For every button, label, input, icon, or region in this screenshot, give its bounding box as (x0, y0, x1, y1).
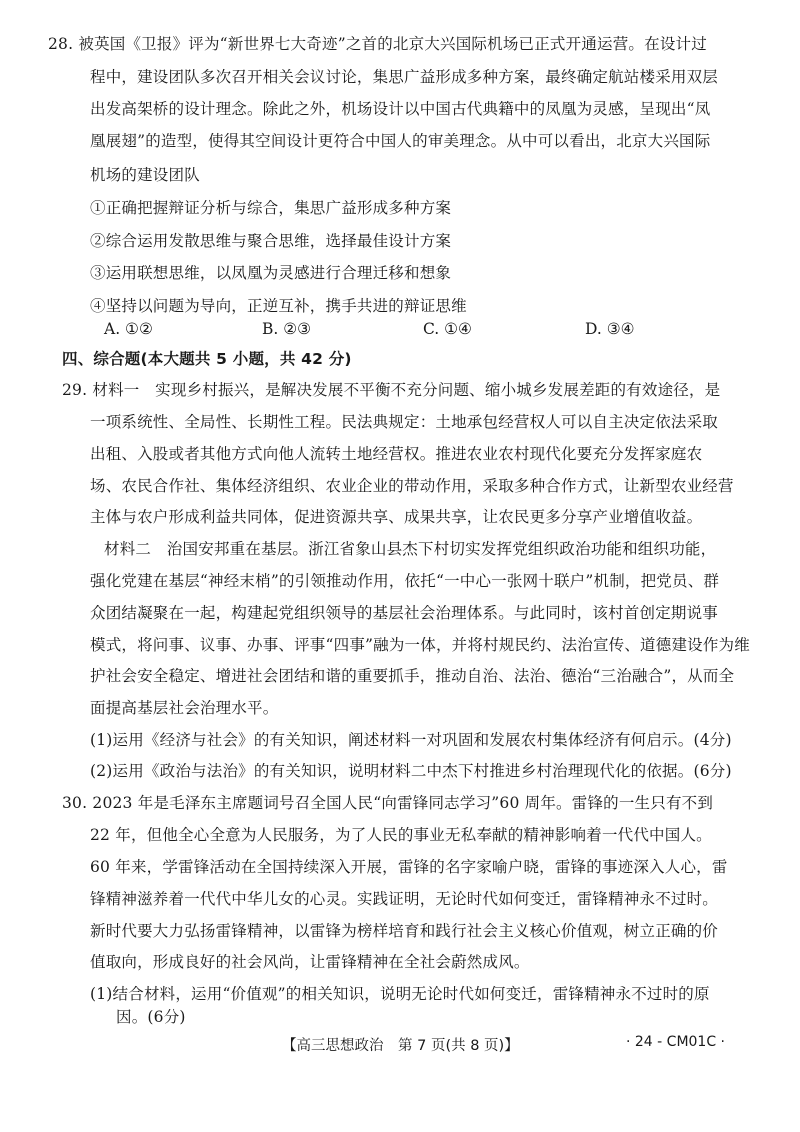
q28-option-1: ①正确把握辩证分析与综合，集思广益形成多种方案 (90, 199, 452, 217)
q28-line-5: 机场的建设团队 (90, 166, 200, 184)
q29-line-3: 出租、入股或者其他方式向他人流转土地经营权。推进农业农村现代化要充分发挥家庭农 (90, 445, 703, 463)
page-footer-label: 【高三思想政治 第 7 页(共 8 页)】 (282, 1038, 519, 1054)
q29-line-1: 29. 材料一 实现乡村振兴，是解决发展不平衡不充分问题、缩小城乡发展差距的有效途径，是 (62, 381, 721, 399)
q28-line-3: 出发高架桥的设计理念。除此之外，机场设计以中国古代典籍中的凤凰为灵感，呈现出“凤 (90, 100, 711, 118)
q28-choice-a: A. ①② (104, 320, 153, 338)
q28-option-4: ④坚持以问题为导向，正逆互补，携手共进的辩证思维 (90, 297, 467, 315)
section-4-title: 四、综合题(本大题共 5 小题，共 42 分) (62, 350, 352, 368)
q28-line-1: 28. 被英国《卫报》评为“新世界七大奇迹”之首的北京大兴国际机场已正式开通运营。在设计过 (48, 35, 707, 53)
q30-line-3: 60 年来，学雷锋活动在全国持续深入开展，雷锋的名字家喻户晓，雷锋的事迹深入人心，雷 (90, 858, 728, 876)
q29-line-5: 主体与农户形成利益共同体，促进资源共享、成果共享，让农民更多分享产业增值收益。 (90, 508, 703, 526)
q28-option-3: ③运用联想思维，以凤凰为灵感进行合理迁移和想象 (90, 264, 452, 282)
q28-choice-d: D. ③④ (585, 320, 635, 338)
q29-line-7: 强化党建在基层“神经末梢”的引领推动作用，依托“一中心一张网十联户”机制，把党员、群 (90, 572, 720, 590)
q30-line-4: 锋精神滋养着一代代中华儿女的心灵。实践证明，无论时代如何变迁，雷锋精神永不过时。 (90, 890, 719, 908)
q29-line-8: 众团结凝聚在一起，构建起党组织领导的基层社会治理体系。与此同时，该村首创定期说事 (90, 604, 719, 622)
q28-line-4: 凰展翅”的造型，使得其空间设计更符合中国人的审美理念。从中可以看出，北京大兴国际 (90, 132, 711, 150)
q29-line-6: 材料二 治国安邦重在基层。浙江省象山县杰下村切实发挥党组织政治功能和组织功能， (104, 540, 717, 558)
q29-line-2: 一项系统性、全局性、长期性工程。民法典规定：土地承包经营权人可以自主决定依法采取 (90, 413, 719, 431)
q29-line-10: 护社会安全稳定、增进社会团结和谐的重要抓手，推动自治、法治、德治“三治融合”，从而全 (90, 667, 735, 685)
q30-line-1: 30. 2023 年是毛泽东主席题词号召全国人民“向雷锋同志学习”60 周年。雷锋的一生只有不到 (62, 794, 714, 812)
q29-line-9: 模式，将问事、议事、办事、评事“四事”融为一体，并将村规民约、法治宣传、道德建设作为维 (90, 636, 750, 654)
q29-subquestion-1: (1)运用《经济与社会》的有关知识，阐述材料一对巩固和发展农村集体经济有何启示。(4分) (90, 731, 732, 749)
q28-option-2: ②综合运用发散思维与聚合思维，选择最佳设计方案 (90, 232, 452, 250)
q28-line-2: 程中，建设团队多次召开相关会议讨论，集思广益形成多种方案，最终确定航站楼采用双层 (90, 68, 719, 86)
q30-line-6: 值取向，形成良好的社会风尚，让雷锋精神在全社会蔚然成风。 (90, 953, 530, 971)
q29-subquestion-2: (2)运用《政治与法治》的有关知识，说明材料二中杰下村推进乡村治理现代化的依据。(6分) (90, 762, 732, 780)
q30-subquestion-1-cont: 因。(6分) (116, 1008, 186, 1026)
q29-line-4: 场、农民合作社、集体经济组织、农业企业的带动作用，采取多种合作方式，让新型农业经营 (90, 477, 734, 495)
page-footer-code: · 24 - CM01C · (626, 1034, 726, 1050)
q30-line-5: 新时代要大力弘扬雷锋精神，以雷锋为榜样培育和践行社会主义核心价值观，树立正确的价 (90, 922, 719, 940)
q29-line-11: 面提高基层社会治理水平。 (90, 699, 279, 717)
q28-choice-b: B. ②③ (262, 320, 312, 338)
q30-line-2: 22 年，但他全心全意为人民服务，为了人民的事业无私奉献的精神影响着一代代中国人。 (90, 826, 712, 844)
q30-subquestion-1: (1)结合材料，运用“价值观”的相关知识，说明无论时代如何变迁，雷锋精神永不过时的原 (90, 985, 710, 1003)
q28-choice-c: C. ①④ (423, 320, 472, 338)
